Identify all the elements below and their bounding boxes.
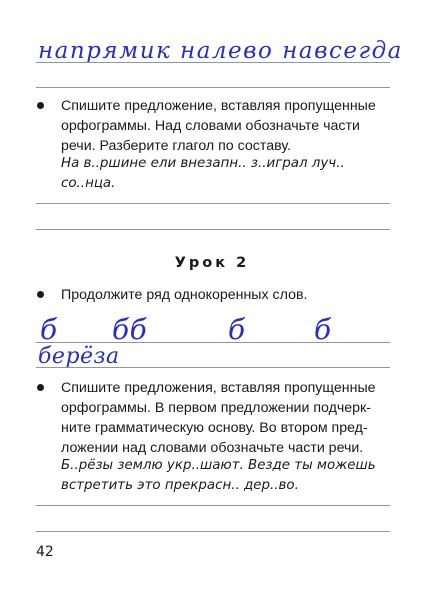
root-letter: б (228, 313, 246, 346)
exercise-2 (61, 456, 401, 496)
root-letter: б (314, 313, 332, 346)
writing-line (36, 203, 390, 204)
exercise-line: На в..ршине ели внезапн.. з..играл луч.. (61, 156, 345, 171)
root-letter: бб (112, 313, 148, 346)
root-word: берёза (38, 344, 120, 369)
root-letter: б (40, 313, 58, 346)
task-2 (61, 285, 396, 305)
writing-line (36, 367, 390, 368)
task-line: речи. Разберите глагол по составу. (61, 138, 291, 154)
page-number: 42 (36, 544, 54, 560)
task-line: ните грамматическую основу. Во втором пред- (61, 420, 368, 436)
task-line: орфограммы. В первом предложении подчерк- (61, 400, 371, 416)
bullet-icon (37, 384, 44, 391)
task-3 (61, 378, 396, 458)
bullet-icon (37, 102, 44, 109)
writing-line (36, 62, 390, 63)
writing-line (36, 87, 390, 88)
exercise-line: встретить это прекрасн.. дер..во. (61, 478, 299, 493)
task-line: Продолжите ряд однокоренных слов. (61, 287, 308, 303)
bullet-icon (37, 291, 44, 298)
handwriting-top: напрямик налево навсегда (38, 38, 403, 64)
writing-line (36, 342, 390, 343)
exercise-line: Б..рёзы землю укр..шают. Везде ты можешь (61, 458, 376, 473)
task-line: Спишите предложения, вставляя пропущенные (61, 380, 376, 396)
task-1 (61, 96, 396, 156)
exercise-line: со..нца. (61, 176, 116, 191)
writing-line (36, 229, 390, 230)
task-line: ложении над словами обозначьте части речи. (61, 440, 364, 456)
writing-line (36, 505, 390, 506)
lesson-title: Урок 2 (174, 255, 250, 271)
task-line: орфограммы. Над словами обозначьте части (61, 118, 360, 134)
writing-line (36, 531, 390, 532)
exercise-1 (61, 154, 401, 194)
task-line: Спишите предложение, вставляя пропущенные (61, 98, 376, 114)
